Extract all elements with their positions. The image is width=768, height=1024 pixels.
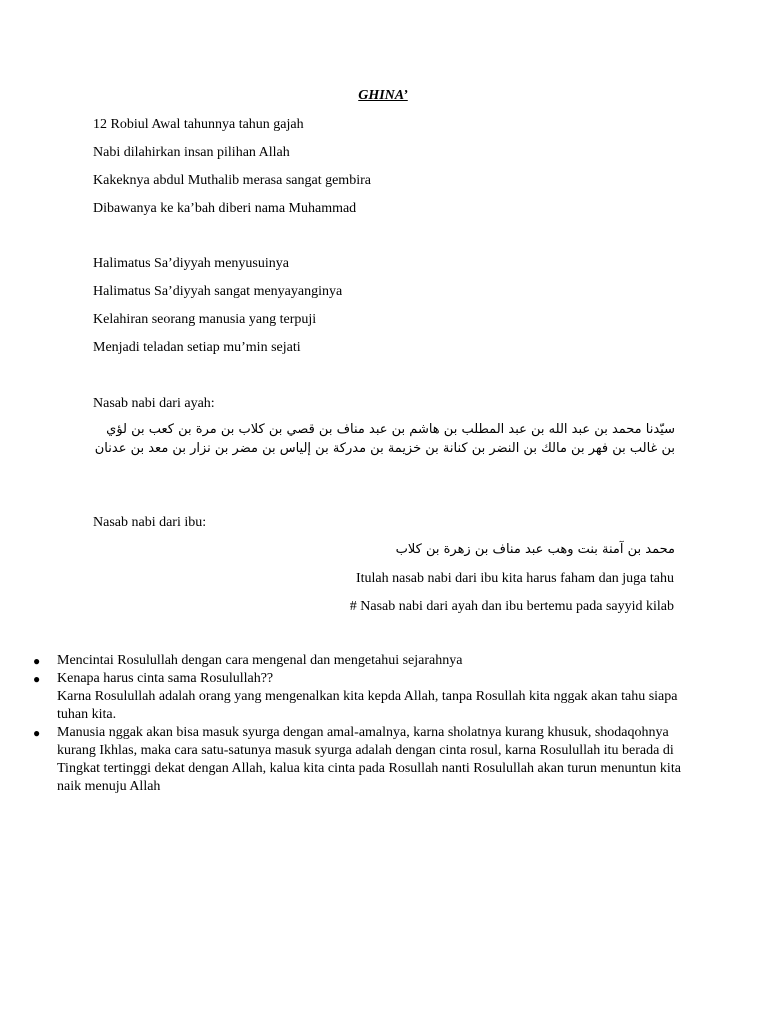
stanza2-line-2: Halimatus Sa’diyyah sangat menyayanginya xyxy=(93,284,343,299)
list-item xyxy=(33,670,683,724)
bullet-text: Mencintai Rosulullah dengan cara mengenal dan mengetahui sejarahnya xyxy=(57,653,463,668)
bullet-icon: ● xyxy=(33,654,41,668)
bullet-list xyxy=(33,652,683,796)
bullet-icon: ● xyxy=(33,672,41,686)
stanza1-line-1: 12 Robiul Awal tahunnya tahun gajah xyxy=(93,117,304,132)
nasab-ibu-note: Itulah nasab nabi dari ibu kita harus faham dan juga tahu xyxy=(355,571,674,586)
bullet-icon: ● xyxy=(33,726,41,740)
stanza1-line-3: Kakeknya abdul Muthalib merasa sangat gembira xyxy=(93,173,371,188)
nasab-meeting-note: # Nasab nabi dari ayah dan ibu bertemu pada sayyid kilab xyxy=(349,599,674,614)
stanza2-line-3: Kelahiran seorang manusia yang terpuji xyxy=(93,312,317,327)
stanza1-line-4: Dibawanya ke ka’bah diberi nama Muhammad xyxy=(93,201,357,216)
nasab-ibu-label: Nasab nabi dari ibu: xyxy=(93,515,207,530)
stanza2-line-4: Menjadi teladan setiap mu’min sejati xyxy=(93,340,301,355)
list-item xyxy=(33,724,683,796)
nasab-ayah-arabic: سيّدنا محمد بن عبد الله بن عبد المطلب بن هاشم بن عبد مناف بن قصي بن كلاب بن مرة بن كعب بن لؤي بن غالب بن فهر بن مالك بن النضر بن كنانة بن خزيمة بن مدركة بن إلياس بن مضر بن نزار بن معد بن عدنان xyxy=(94,422,675,456)
document-title: GHINA’ xyxy=(358,88,408,103)
stanza1-line-2: Nabi dilahirkan insan pilihan Allah xyxy=(93,145,290,160)
nasab-ayah-label: Nasab nabi dari ayah: xyxy=(93,396,215,411)
bullet-text: Manusia nggak akan bisa masuk syurga dengan amal-amalnya, karna sholatnya kurang khusuk, shodaqohnya kurang Ikhlas, maka cara satu-satunya masuk syurga adalah dengan cinta rosul, karna Rosulullah itu berada di Tingkat tertinggi dekat dengan Allah, kalua kita cinta pada Rosullah nanti Rosulullah akan turun menuntun kita naik menuju Allah xyxy=(57,725,681,794)
nasab-ibu-arabic: محمد بن آمنة بنت وهب عبد مناف بن زهرة بن كلاب xyxy=(395,542,675,557)
bullet-text: Kenapa harus cinta sama Rosulullah?? Karna Rosulullah adalah orang yang mengenalkan kita kepda Allah, tanpa Rosullah kita nggak akan tahu siapa tuhan kita. xyxy=(57,671,678,722)
stanza2-line-1: Halimatus Sa’diyyah menyusuinya xyxy=(93,256,289,271)
list-item xyxy=(33,652,683,670)
